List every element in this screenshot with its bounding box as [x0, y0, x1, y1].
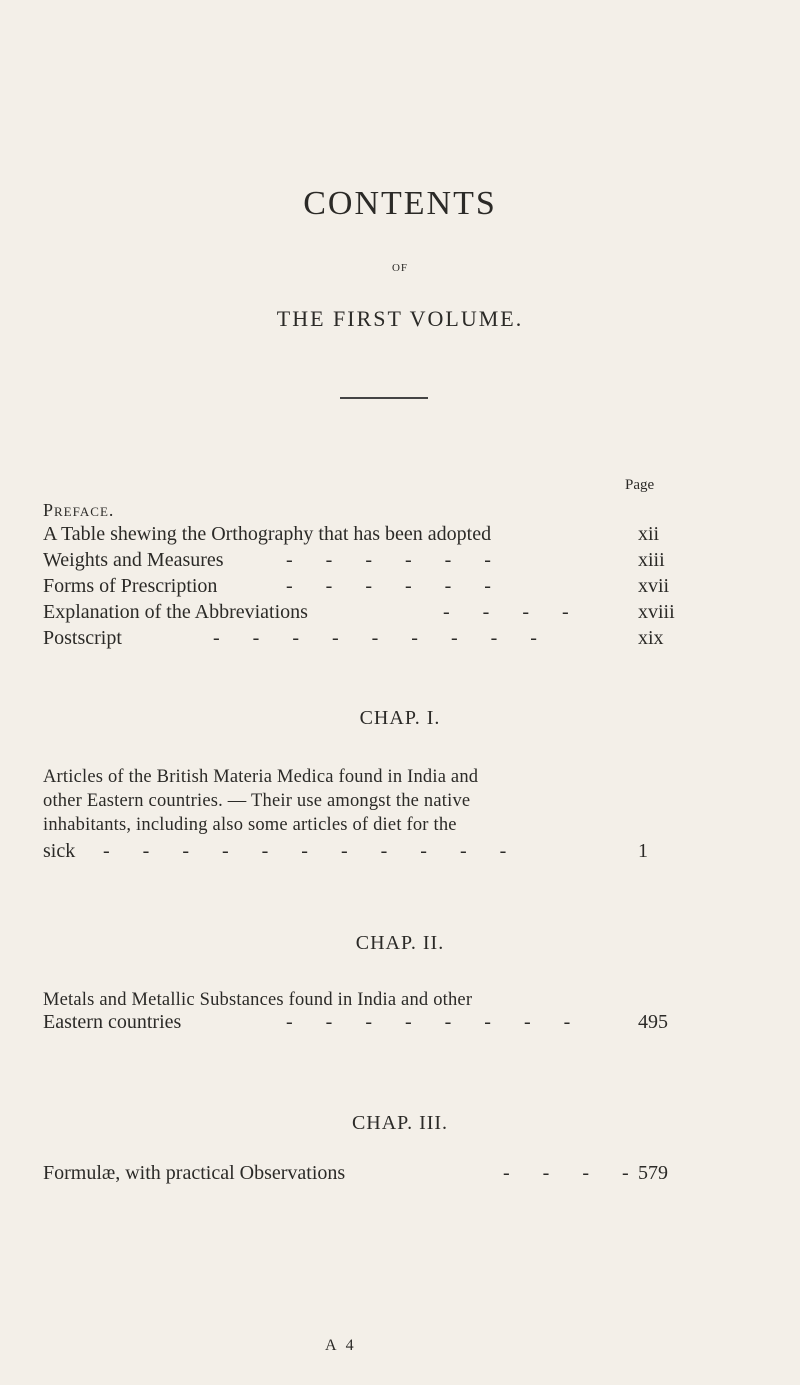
dot-leaders: - - - - - - - - [286, 1011, 585, 1033]
description-line: Articles of the British Materia Medica found in India and [43, 767, 479, 787]
dot-leaders: - - - - [503, 1162, 643, 1184]
toc-entry-page: 1 [638, 840, 648, 862]
toc-entry [43, 575, 700, 601]
toc-entry-page: 579 [638, 1162, 668, 1184]
toc-entry [43, 627, 700, 653]
dot-leaders: - - - - - - [286, 549, 505, 571]
toc-entry-label: Eastern countries [43, 1011, 182, 1033]
description-line: other Eastern countries. — Their use amongst the native [43, 791, 471, 811]
description-line: inhabitants, including also some articles of diet for the [43, 815, 457, 835]
chapter-heading: CHAP. I. [359, 707, 441, 729]
page-subtitle: THE FIRST VOLUME. [276, 306, 524, 331]
toc-entry-page: 495 [638, 1011, 668, 1033]
chapter-description [43, 988, 633, 1012]
toc-entry-page: xviii [638, 601, 675, 623]
dot-leaders: - - - - - - - - - [213, 627, 551, 649]
toc-entry-page: xix [638, 627, 664, 649]
toc-entry [43, 1162, 700, 1188]
chapter-description [43, 765, 633, 837]
toc-entry-label: Postscript [43, 627, 122, 649]
toc-entry [43, 601, 700, 627]
dot-leaders: - - - - [443, 601, 583, 623]
dot-leaders: - - - - - - [286, 575, 505, 597]
chapter-heading: CHAP. III. [351, 1112, 449, 1134]
toc-entry [43, 1011, 700, 1037]
toc-entry [43, 549, 700, 575]
toc-entry-page: xvii [638, 575, 670, 597]
toc-entry [43, 840, 700, 866]
toc-entry-page: xii [638, 523, 660, 545]
divider-rule [340, 397, 428, 399]
toc-entry-label: Weights and Measures [43, 549, 224, 571]
dot-leaders: - - - - - - - - - - - [103, 840, 521, 862]
page-column-label: Page [625, 477, 655, 493]
chapter-heading: CHAP. II. [355, 932, 445, 954]
signature-mark: A 4 [325, 1337, 357, 1354]
toc-entry-label: Explanation of the Abbreviations [43, 601, 308, 623]
toc-entry [43, 523, 700, 549]
toc-entry-page: xiii [638, 549, 665, 571]
title-connector: OF [391, 262, 409, 274]
toc-entry-label: Forms of Prescription [43, 575, 218, 597]
description-line: Metals and Metallic Substances found in India and other [43, 990, 473, 1010]
preface-heading: Preface. [43, 500, 115, 520]
toc-entry-label: A Table shewing the Orthography that has been adopted [43, 523, 492, 545]
toc-entry-label: sick [43, 840, 76, 862]
toc-entry-label: Formulæ, with practical Observations [43, 1162, 346, 1184]
page-title: CONTENTS [303, 185, 497, 222]
